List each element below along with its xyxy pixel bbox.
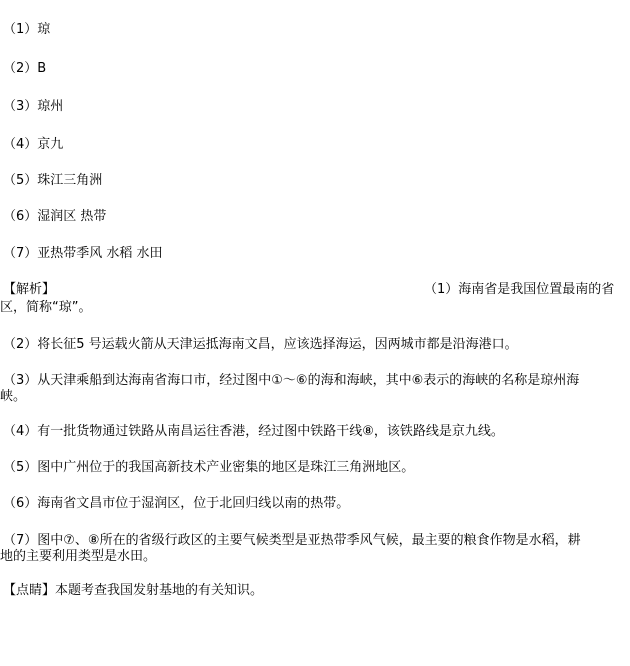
answer-7: （7）亚热带季风 水稻 水田 bbox=[3, 246, 163, 261]
analysis-paragraph-3 bbox=[0, 373, 624, 405]
analysis-paragraph-7-line-2: 地的主要利用类型是水田。 bbox=[0, 549, 157, 564]
analysis-paragraph-6: （6）海南省文昌市位于湿润区，位于北回归线以南的热带。 bbox=[3, 496, 350, 511]
analysis-paragraph-4: （4）有一批货物通过铁路从南昌运往香港，经过图中铁路干线⑧，该铁路线是京九线。 bbox=[3, 424, 504, 439]
answer-4: （4）京九 bbox=[3, 137, 64, 152]
answer-5: （5）珠江三角洲 bbox=[3, 173, 103, 188]
answer-6: （6）湿润区 热带 bbox=[3, 209, 107, 224]
answer-2: （2）B bbox=[3, 61, 47, 76]
analysis-paragraph-3-line-1: （3）从天津乘船到达海南省海口市，经过图中①～⑥的海和海峡，其中⑥表示的海峡的名称是琼州海 bbox=[3, 373, 580, 388]
analysis-paragraph-7-line-1: （7）图中⑦、⑧所在的省级行政区的主要气候类型是亚热带季风气候，最主要的粮食作物是水稻，耕 bbox=[3, 533, 581, 548]
analysis-paragraph-5: （5）图中广州位于的我国高新技术产业密集的地区是珠江三角洲地区。 bbox=[3, 460, 415, 475]
comment-note: 【点睛】本题考查我国发射基地的有关知识。 bbox=[3, 583, 264, 598]
analysis-paragraph-1-end: 区，简称“琼”。 bbox=[0, 300, 92, 315]
analysis-paragraph-1-start: （1）海南省是我国位置最南的省 bbox=[424, 282, 615, 297]
analysis-paragraph-3-line-2: 峡。 bbox=[0, 389, 27, 404]
answer-3: （3）琼州 bbox=[3, 99, 64, 114]
analysis-paragraph-7 bbox=[0, 533, 624, 565]
answer-1: （1）琼 bbox=[3, 22, 51, 37]
analysis-paragraph-2: （2）将长征5 号运载火箭从天津运抵海南文昌，应该选择海运，因两城市都是沿海港口。 bbox=[3, 337, 518, 352]
analysis-heading: 【解析】 bbox=[3, 282, 56, 297]
